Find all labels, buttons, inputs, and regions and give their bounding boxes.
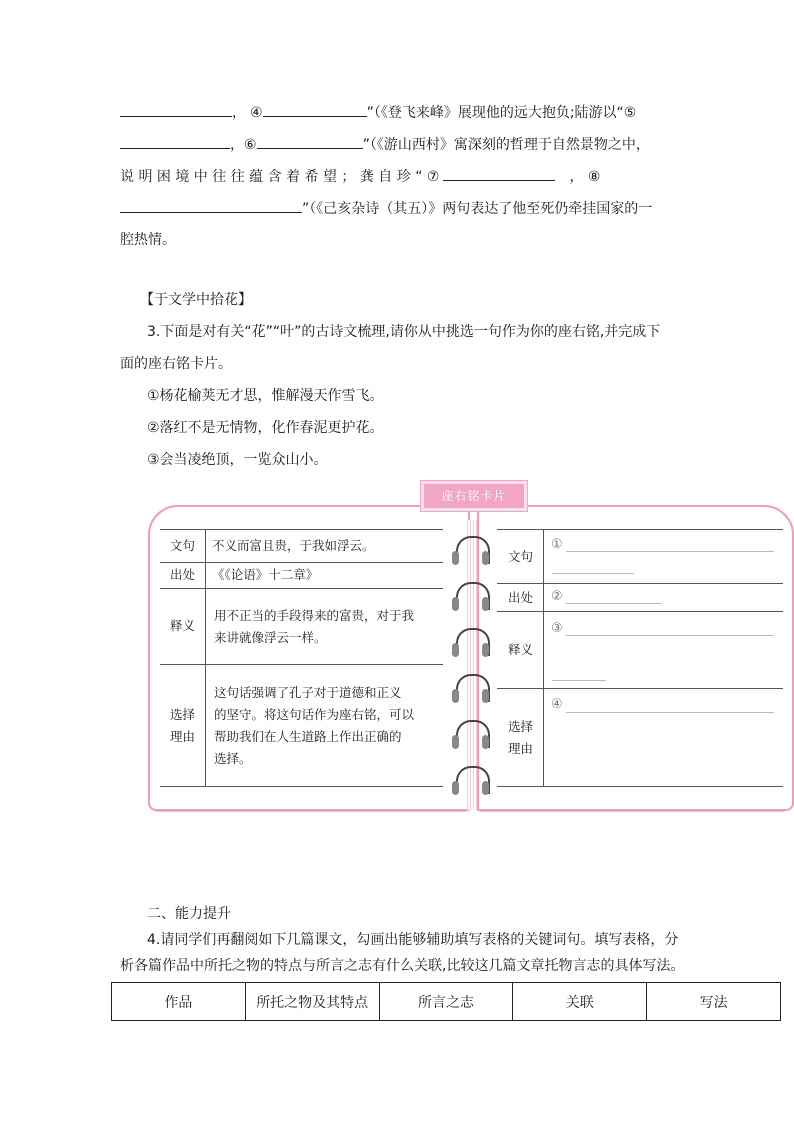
answer-blank[interactable]: [443, 166, 555, 181]
q3-line-2: 面的座右铭卡片。: [120, 356, 232, 372]
left-value-meaning-1: 用不正当的手段得来的富贵，对于我: [214, 608, 415, 623]
right-table-rule: [497, 583, 783, 584]
right-num-4: ④: [551, 697, 563, 712]
binder-hole-icon: [482, 735, 489, 749]
table-header-object: 所托之物及其特点: [245, 983, 379, 1021]
table-header-technique: 写法: [647, 983, 781, 1021]
fill-line-3: 说 明 困 境 中 往 往 蕴 含 着 希 望 ； 龚 自 珍 “ ⑦ ， ⑧: [120, 166, 600, 187]
left-label-sentence: 文句: [170, 538, 196, 553]
left-value-reason-4: 选择。: [214, 751, 252, 766]
right-num-3: ③: [551, 621, 563, 636]
right-label-sentence: 文句: [508, 549, 534, 564]
answer-blank[interactable]: [120, 198, 302, 213]
fill-line-4: ”（《己亥杂诗（其五）》两句表达了他至死仍牵挂国家的一: [120, 198, 652, 219]
fill-line-5: 腔热情。: [120, 232, 176, 248]
right-table-rule: [497, 529, 783, 530]
left-value-reason-2: 的坚守。将这句话作为座右铭，可以: [214, 707, 415, 722]
left-label-meaning: 释义: [170, 618, 196, 633]
left-table-rule: [160, 664, 443, 665]
binder-hole-icon: [452, 597, 459, 611]
binder-hole-icon: [452, 781, 459, 795]
right-label-source: 出处: [508, 590, 534, 605]
right-answer-line[interactable]: [552, 573, 634, 574]
left-value-sentence: 不义而富且贵，于我如浮云。: [212, 538, 375, 553]
binder-hole-icon: [452, 551, 459, 565]
table-header-aspiration: 所言之志: [379, 983, 513, 1021]
left-value-reason-3: 帮助我们在人生道路上作出正确的: [214, 729, 402, 744]
left-label-source: 出处: [170, 567, 196, 582]
section-heading: 【于文学中拾花】: [140, 292, 252, 308]
fill-line-2: ，⑥ ”（《游山西村》寓深刻的哲理于自然景物之中，: [120, 134, 650, 155]
binder-hole-icon: [482, 781, 489, 795]
option-3: ③会当凌绝顶，一览众山小。: [147, 452, 328, 468]
answer-blank[interactable]: [263, 102, 367, 117]
left-table-rule: [160, 588, 443, 589]
answer-blank[interactable]: [120, 134, 230, 149]
table-header-relation: 关联: [513, 983, 647, 1021]
left-value-reason-1: 这句话强调了孔子对于道德和正义: [214, 685, 402, 700]
right-label-reason-2: 理由: [508, 741, 534, 756]
binder-hole-icon: [482, 597, 489, 611]
right-table-rule: [497, 786, 783, 787]
left-value-meaning-2: 来讲就像浮云一样。: [214, 630, 327, 645]
right-answer-line[interactable]: [566, 635, 774, 636]
left-value-source: 《《论语》十二章》: [212, 567, 319, 582]
right-num-1: ①: [551, 537, 563, 552]
binder-hole-icon: [452, 735, 459, 749]
option-2: ②落红不是无情物，化作春泥更护花。: [147, 420, 384, 436]
binder-hole-icon: [482, 551, 489, 565]
right-table-rule: [497, 688, 783, 689]
q4-line-1: 4.请同学们再翻阅如下几篇课文，勾画出能够辅助填写表格的关键词句。填写表格，分: [147, 932, 679, 948]
binder-hole-icon: [482, 643, 489, 657]
left-table-rule: [160, 529, 443, 530]
left-table-rule: [160, 562, 443, 563]
answer-blank[interactable]: [257, 134, 363, 149]
left-table-divider: [205, 529, 206, 786]
right-answer-line[interactable]: [566, 551, 774, 552]
right-label-meaning: 释义: [508, 642, 534, 657]
left-label-reason-1: 选择: [170, 707, 196, 722]
left-table-rule: [160, 786, 443, 787]
q3-line-1: 3.下面是对有关“花”“叶”的古诗文梳理,请你从中挑选一句作为你的座右铭,并完成下: [147, 324, 661, 340]
option-1: ①杨花榆荚无才思，惟解漫天作雪飞。: [147, 388, 384, 404]
right-num-2: ②: [551, 589, 563, 604]
q4-line-2: 析各篇作品中所托之物的特点与所言之志有什么关联,比较这几篇文章托物言志的具体写法。: [120, 958, 685, 974]
binder-hole-icon: [482, 689, 489, 703]
part2-heading: 二、能力提升: [147, 906, 231, 922]
right-table-divider: [543, 529, 544, 786]
right-answer-line[interactable]: [566, 712, 774, 713]
right-label-reason-1: 选择: [508, 719, 534, 734]
right-table-rule: [497, 611, 783, 612]
binder-hole-icon: [452, 689, 459, 703]
left-label-reason-2: 理由: [170, 729, 196, 744]
right-answer-line[interactable]: [566, 603, 662, 604]
binder-hole-icon: [452, 643, 459, 657]
analysis-table: [111, 982, 781, 1021]
card-tab-title: 座右铭卡片: [421, 481, 527, 511]
right-answer-line[interactable]: [552, 680, 606, 681]
answer-blank[interactable]: [120, 102, 232, 117]
fill-line-1: ， ④ ”（《登飞来峰》展现他的远大抱负;陆游以“⑤: [120, 102, 636, 123]
table-header-work: 作品: [112, 983, 246, 1021]
